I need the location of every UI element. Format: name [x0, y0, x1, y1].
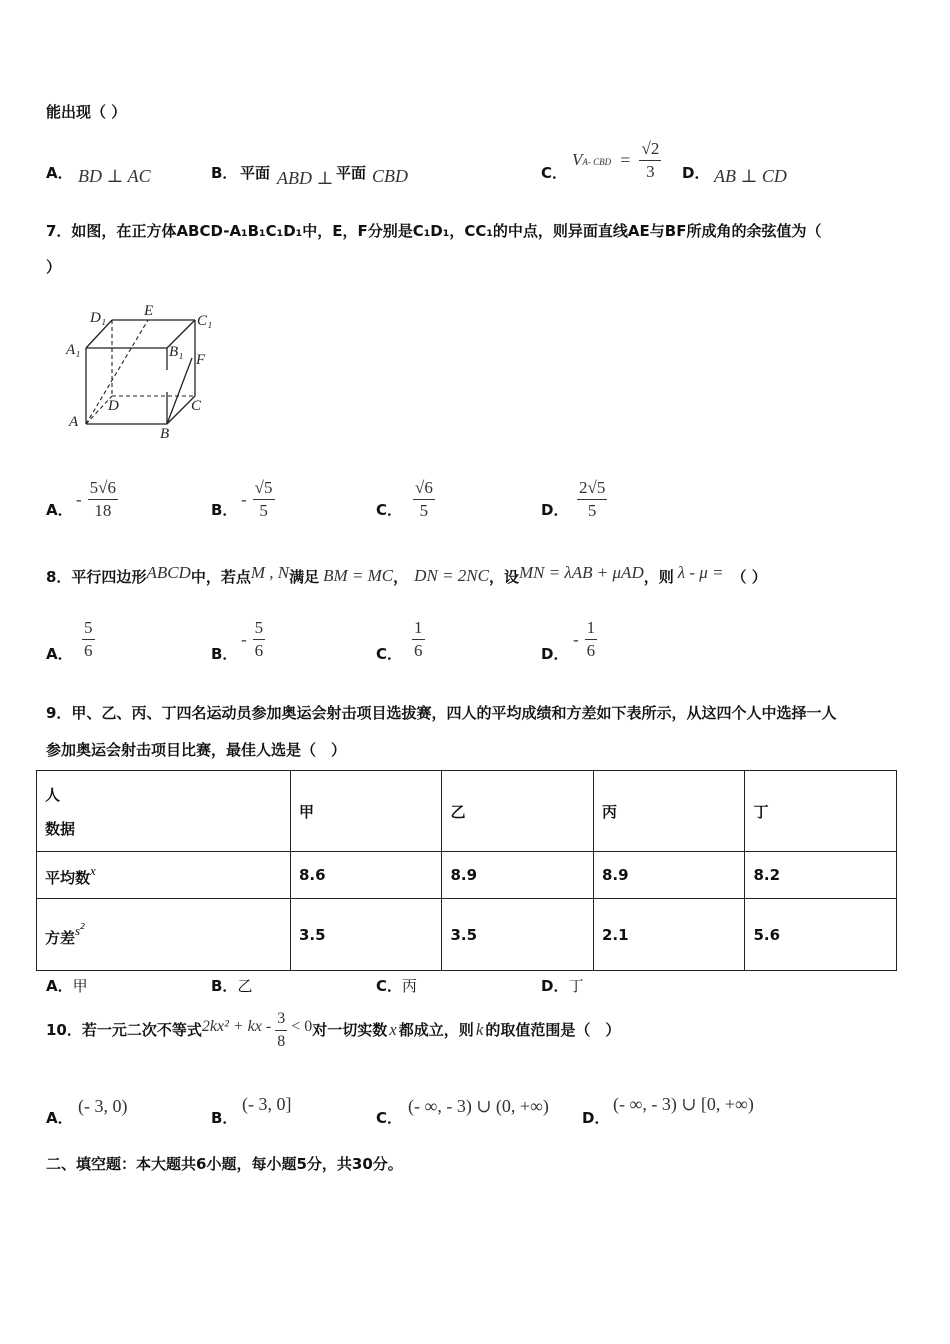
- table-row-mean: [37, 852, 897, 899]
- option-label: D．: [541, 977, 569, 995]
- q7-option-d-label: D．: [541, 501, 569, 519]
- q8-text-4: ，: [393, 568, 409, 586]
- option-text: 丁: [568, 977, 584, 995]
- fraction-numerator: 3: [275, 1008, 287, 1031]
- q6-option-a-label: A．: [46, 164, 73, 182]
- segment-bf: [167, 358, 192, 424]
- q10-var-k: k: [475, 1020, 484, 1039]
- label-e: E: [144, 303, 154, 319]
- fraction-numerator: 1: [412, 617, 425, 640]
- table-header-row: [37, 771, 897, 852]
- variance-symbol: s: [75, 922, 81, 938]
- table-row-variance: [37, 899, 897, 971]
- q7-option-a-label: A．: [46, 501, 73, 519]
- q10-fraction: [275, 1008, 287, 1053]
- q9-option-c: [376, 975, 417, 996]
- volume-symbol: V: [572, 150, 583, 169]
- q8-text-5: ，设: [488, 568, 519, 586]
- q7-option-c-label: C．: [376, 501, 403, 519]
- q6-option-c-expr: [572, 138, 661, 183]
- fraction-numerator: 5: [82, 617, 95, 640]
- fraction: [585, 617, 598, 662]
- q8-text-1: 8．平行四边形: [46, 568, 147, 586]
- q6-option-c-label: C．: [541, 164, 568, 182]
- corner-top-label: 人: [45, 786, 61, 804]
- q10-inequality-left: 2kx² + kx -: [201, 1018, 272, 1035]
- variance-exponent: 2: [80, 921, 86, 931]
- q8-option-a-label: A．: [46, 645, 73, 663]
- fraction-denominator: 6: [254, 641, 264, 660]
- fraction-denominator: 8: [277, 1033, 286, 1050]
- q7-option-c-value: [407, 477, 435, 522]
- q7-option-b-value: [241, 477, 275, 522]
- q8-stem: [46, 563, 767, 587]
- label-b: B: [160, 426, 170, 442]
- fraction: [82, 617, 95, 662]
- q8-text-3: 满足: [289, 568, 320, 586]
- table-cell: 8.9: [442, 852, 594, 899]
- q9-option-a: [46, 975, 88, 996]
- q8-text-6: ，则: [643, 568, 674, 586]
- label-f: F: [196, 352, 206, 368]
- q6-option-b-label: B．: [211, 164, 238, 182]
- q6-option-d-expr: AB ⊥ CD: [714, 166, 787, 186]
- table-cell: 2.1: [593, 899, 745, 971]
- q6-option-b-expr2: CBD: [372, 166, 408, 186]
- row-label-mean: [37, 852, 291, 899]
- corner-bottom-label: 数据: [45, 820, 76, 838]
- q7-option-a-value: [76, 477, 118, 522]
- header-cell: 甲: [290, 771, 442, 852]
- label-a: A: [69, 414, 79, 430]
- table-cell: 8.2: [745, 852, 897, 899]
- fraction: [412, 617, 425, 662]
- option-label: B．: [211, 977, 238, 995]
- q7-option-d-value: [571, 477, 607, 522]
- minus-sign: -: [76, 489, 82, 509]
- fraction-numerator: 5: [253, 617, 266, 640]
- q7-option-b-label: B．: [211, 501, 238, 519]
- header-cell: 丙: [593, 771, 745, 852]
- option-text: 乙: [237, 977, 253, 995]
- q8-option-c-value: [406, 617, 425, 662]
- fraction-denominator: 6: [586, 641, 596, 660]
- q10-text-3: 都成立，则: [398, 1021, 474, 1039]
- fraction-denominator: 3: [646, 162, 655, 181]
- q10-text-4: 的取值范围是（ ）: [485, 1021, 621, 1039]
- label-b1: B₁: [169, 344, 184, 360]
- q8-option-c-label: C．: [376, 645, 403, 663]
- continuation-text: 能出现（ ）: [46, 103, 127, 121]
- q10-option-b-expr: (- 3, 0]: [242, 1094, 292, 1114]
- q8-option-d-label: D．: [541, 645, 569, 663]
- volume-fraction: [639, 138, 661, 183]
- fraction-denominator: 18: [94, 501, 112, 520]
- q6-option-b-expr1: ABD ⊥: [277, 168, 334, 188]
- cube-figure: [60, 298, 230, 448]
- q9-stem-line2: 参加奥运会射击项目比赛，最佳人选是（ ）: [46, 741, 347, 759]
- q8-expr-abcd: ABCD: [146, 563, 191, 582]
- fraction-denominator: 5: [587, 501, 597, 520]
- label-d1: D₁: [90, 310, 107, 326]
- table-cell: 8.9: [593, 852, 745, 899]
- q8-option-b-label: B．: [211, 645, 238, 663]
- q8-expr-mn: M , N: [250, 563, 290, 582]
- label-c1: C₁: [197, 313, 213, 329]
- q8-option-a-value: [76, 617, 95, 662]
- q8-expr-dn: DN = 2NC: [414, 566, 489, 585]
- mean-label: 平均数: [45, 868, 91, 887]
- q7-stem-line1: 7．如图，在正方体ABCD-A₁B₁C₁D₁中，E，F分别是C₁D₁，CC₁的中点，则异面直线AE与BF所成角的余弦值为（: [46, 222, 822, 240]
- q10-text-1: 10．若一元二次不等式: [46, 1021, 202, 1039]
- section-heading-fill-in: 二、填空题：本大题共6小题，每小题5分，共30分。: [46, 1155, 403, 1173]
- fraction: [577, 477, 607, 522]
- q6-option-d-label: D．: [682, 164, 710, 182]
- fraction-numerator: 5√6: [88, 477, 118, 500]
- q10-var-x: x: [389, 1020, 397, 1039]
- option-label: C．: [376, 977, 403, 995]
- volume-subscript: A- CBD: [582, 157, 612, 167]
- q10-option-a-expr: (- 3, 0): [78, 1096, 128, 1116]
- label-d: D: [108, 398, 119, 414]
- q9-stem-line1: 9．甲、乙、丙、丁四名运动员参加奥运会射击项目选拔赛，四人的平均成绩和方差如下表所示，从这四个人中选择一人: [46, 704, 837, 722]
- label-a1: A₁: [66, 342, 81, 358]
- q7-stem-line2: ）: [46, 258, 62, 276]
- q6-option-a-expr: BD ⊥ AC: [78, 166, 151, 186]
- fraction-numerator: √2: [639, 138, 661, 161]
- table-cell: 3.5: [290, 899, 442, 971]
- q8-expr-vector: MN = λAB + μAD: [518, 563, 644, 582]
- q10-option-b-label: B．: [211, 1109, 238, 1127]
- option-label: A．: [46, 977, 73, 995]
- q10-option-a-label: A．: [46, 1109, 73, 1127]
- fraction: [88, 477, 118, 522]
- q8-text-7: （ ）: [731, 568, 767, 586]
- q8-text-2: 中，若点: [190, 568, 251, 586]
- header-cell: 乙: [442, 771, 594, 852]
- label-c: C: [191, 398, 202, 414]
- mean-symbol: x: [90, 862, 96, 878]
- fraction-denominator: 6: [414, 641, 423, 660]
- fraction-numerator: 1: [585, 617, 598, 640]
- q9-option-b: [211, 975, 252, 996]
- table-cell: 3.5: [442, 899, 594, 971]
- fraction-denominator: 5: [419, 501, 429, 520]
- q6-option-b-text1: 平面: [240, 164, 271, 182]
- q10-option-d-expr: (- ∞, - 3) ∪ [0, +∞): [613, 1094, 754, 1114]
- score-table: [36, 770, 897, 971]
- equals-sign: =: [620, 150, 631, 170]
- q9-option-d: [541, 975, 583, 996]
- option-text: 丙: [402, 977, 418, 995]
- q8-expr-bm: BM = MC: [323, 566, 394, 585]
- q10-inequality-right: < 0: [291, 1018, 313, 1035]
- q6-option-b-text2: 平面: [336, 164, 367, 182]
- variance-label: 方差: [45, 928, 76, 947]
- fraction-numerator: √5: [253, 477, 275, 500]
- fraction: [253, 617, 266, 662]
- fraction-denominator: 6: [84, 641, 93, 660]
- q8-expr-lambda-mu: λ - μ =: [677, 563, 724, 582]
- fraction-denominator: 5: [259, 501, 268, 520]
- table-cell: 5.6: [745, 899, 897, 971]
- minus-sign: -: [573, 629, 579, 649]
- row-label-variance: [37, 899, 291, 971]
- q10-option-c-label: C．: [376, 1109, 403, 1127]
- header-cell: 丁: [745, 771, 897, 852]
- q8-option-b-value: [241, 617, 265, 662]
- q8-option-d-value: [573, 617, 597, 662]
- table-corner-cell: [37, 771, 291, 852]
- q10-text-2: 对一切实数: [312, 1021, 388, 1039]
- fraction-numerator: √6: [413, 477, 435, 500]
- fraction: [413, 477, 435, 522]
- table-cell: 8.6: [290, 852, 442, 899]
- minus-sign: -: [241, 489, 247, 509]
- fraction: [253, 477, 275, 522]
- minus-sign: -: [241, 629, 247, 649]
- q10-option-d-label: D．: [582, 1109, 610, 1127]
- q10-stem: [46, 1008, 620, 1053]
- q10-option-c-expr: (- ∞, - 3) ∪ (0, +∞): [408, 1096, 549, 1116]
- option-text: 甲: [72, 977, 88, 995]
- fraction-numerator: 2√5: [577, 477, 607, 500]
